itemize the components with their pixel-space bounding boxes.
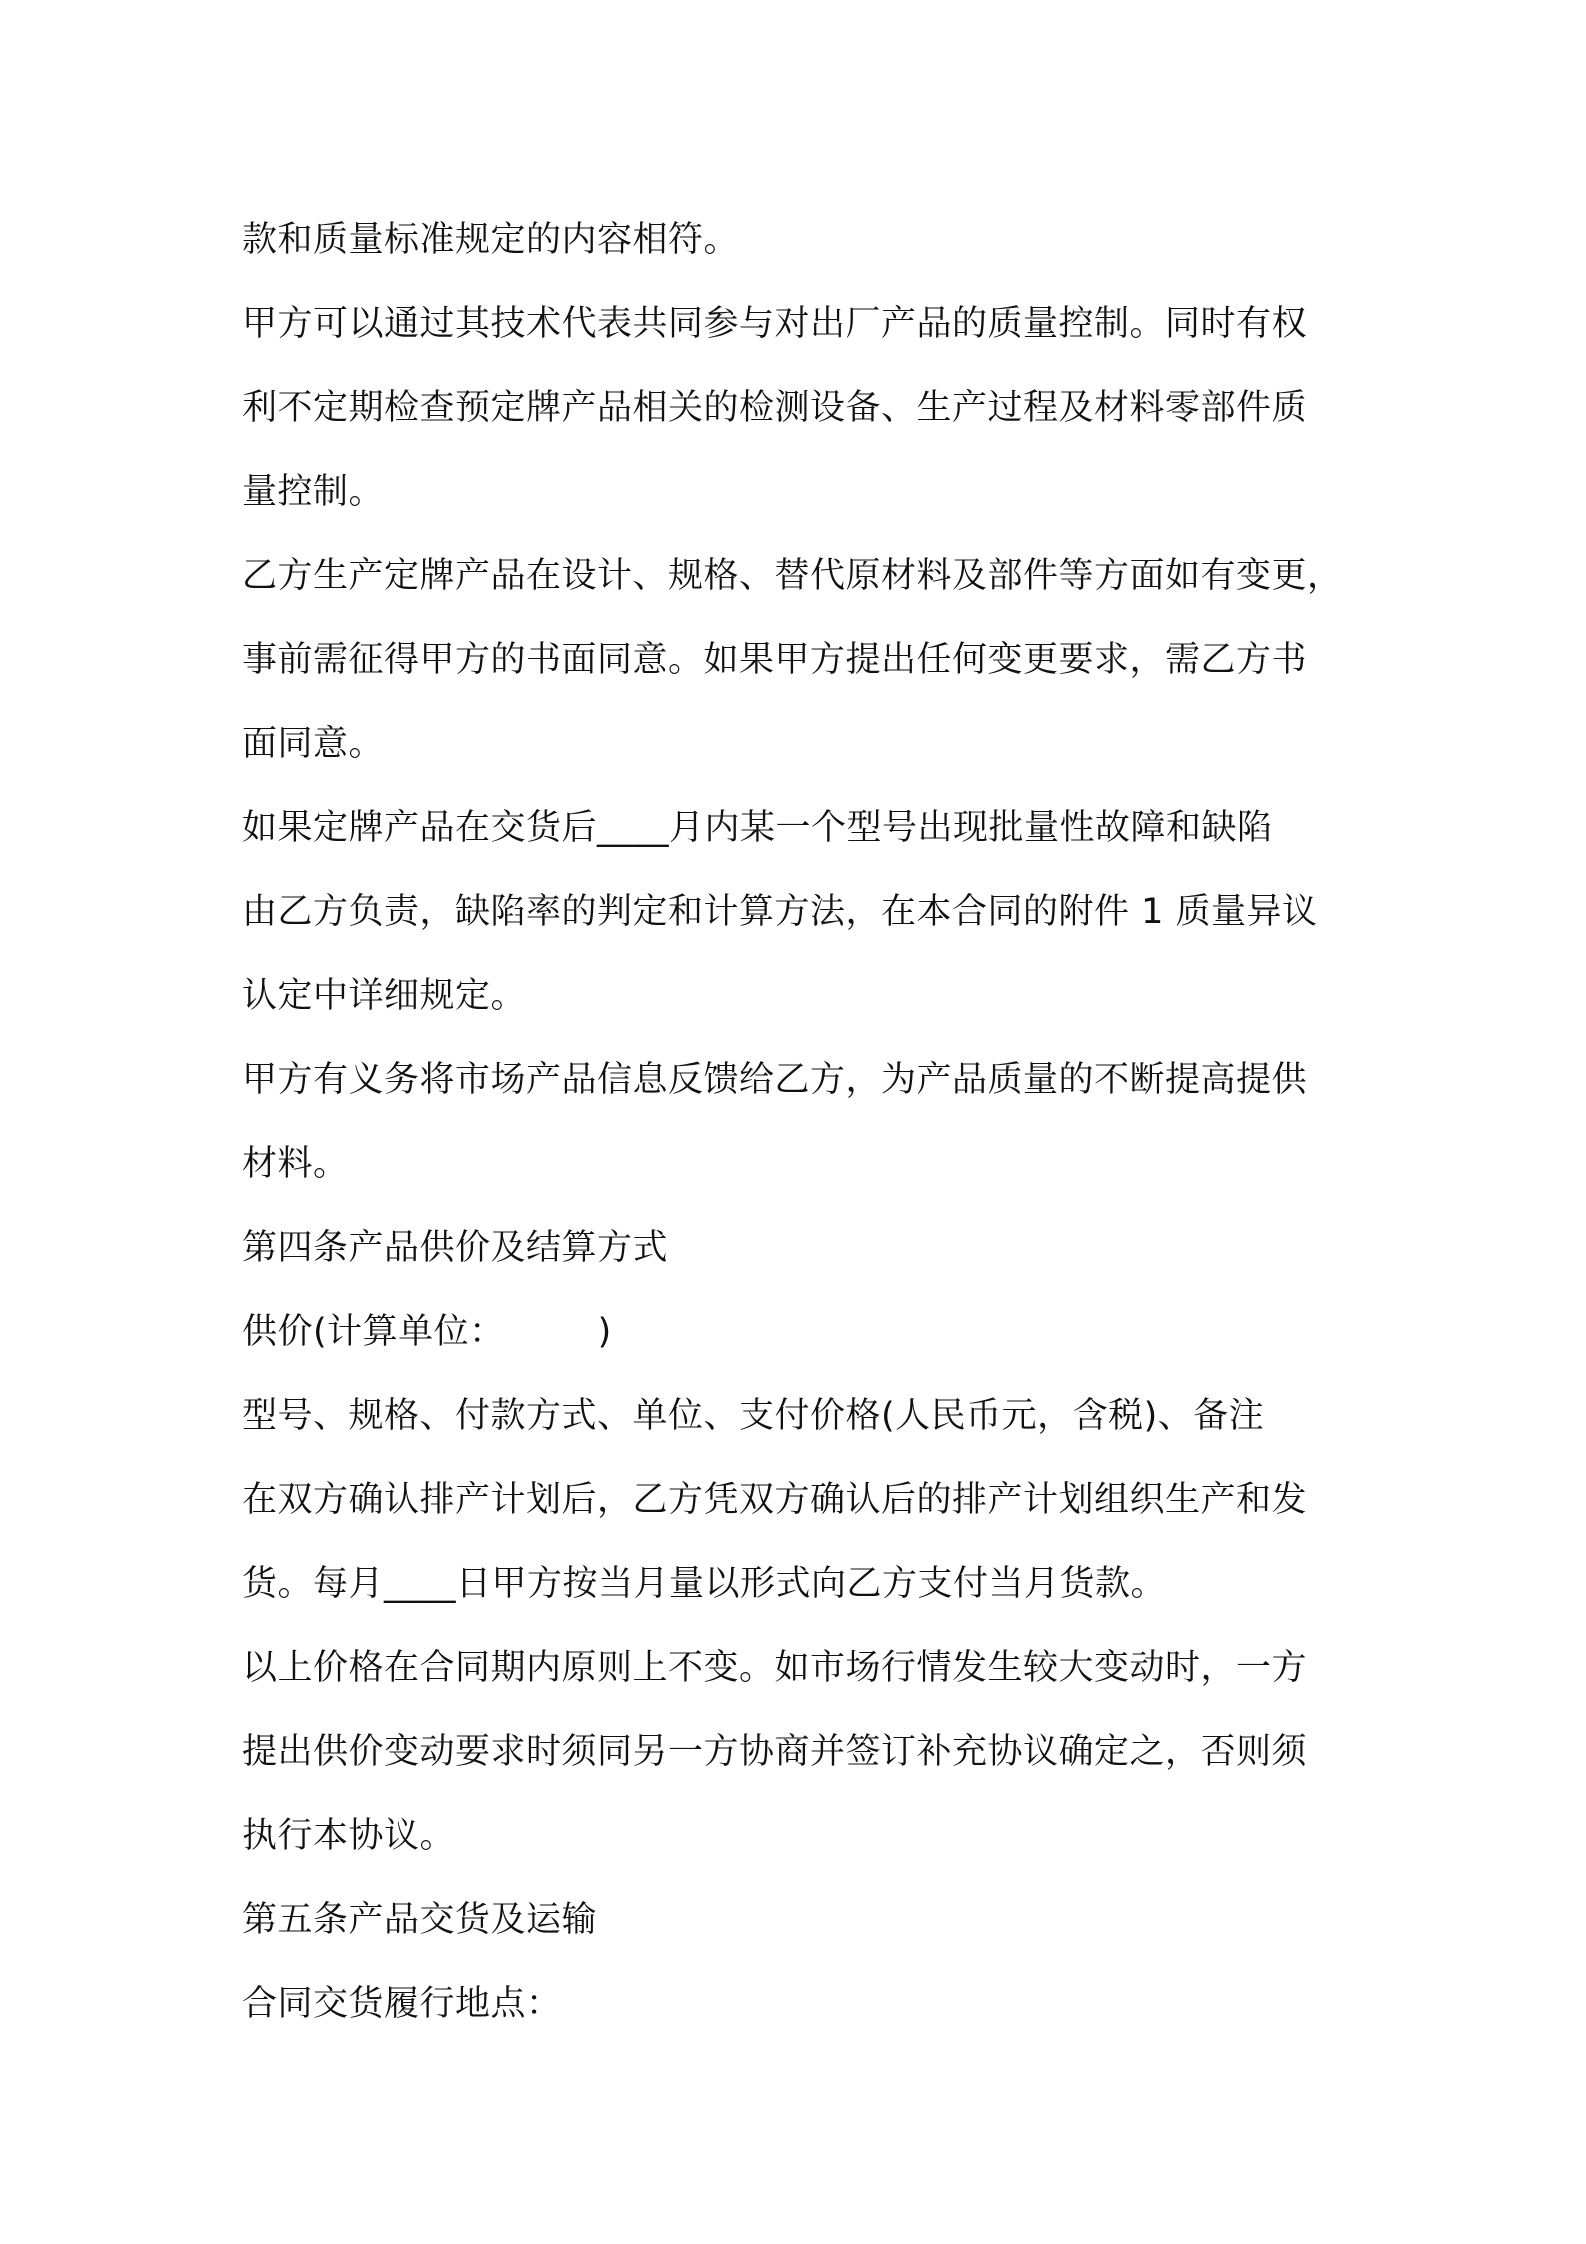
text-line: 认定中详细规定。	[242, 976, 527, 1016]
text-line: 甲方有义务将市场产品信息反馈给乙方，为产品质量的不断提高提供	[242, 1060, 1308, 1100]
document-body	[242, 198, 1362, 2046]
text-line: 甲方可以通过其技术代表共同参与对出厂产品的质量控制。同时有权	[242, 304, 1308, 344]
text-line: 量控制。	[242, 472, 385, 512]
text-line: 款和质量标准规定的内容相符。	[242, 220, 740, 260]
text-line: 材料。	[242, 1144, 349, 1184]
text-line: 提出供价变动要求时须同另一方协商并签订补充协议确定之，否则须	[242, 1732, 1308, 1772]
section-heading: 第四条产品供价及结算方式	[242, 1228, 669, 1268]
text-line: 由乙方负责，缺陷率的判定和计算方法，在本合同的附件 1 质量异议	[242, 892, 1318, 932]
text-line: 利不定期检查预定牌产品相关的检测设备、生产过程及材料零部件质	[242, 388, 1308, 428]
text-line: 执行本协议。	[242, 1816, 456, 1856]
text-line: 面同意。	[242, 724, 385, 764]
text-line: 供价(计算单位： )	[242, 1312, 612, 1352]
text-line: 如果定牌产品在交货后____月内某一个型号出现批量性故障和缺陷	[242, 808, 1273, 848]
text-line: 以上价格在合同期内原则上不变。如市场行情发生较大变动时，一方	[242, 1648, 1308, 1688]
text-line: 乙方生产定牌产品在设计、规格、替代原材料及部件等方面如有变更，	[242, 556, 1343, 596]
text-line: 合同交货履行地点：	[242, 1984, 562, 2024]
section-heading: 第五条产品交货及运输	[242, 1900, 598, 1940]
text-line: 在双方确认排产计划后，乙方凭双方确认后的排产计划组织生产和发	[242, 1480, 1308, 1520]
text-line: 事前需征得甲方的书面同意。如果甲方提出任何变更要求，需乙方书	[242, 640, 1308, 680]
text-line: 型号、规格、付款方式、单位、支付价格(人民币元，含税)、备注	[242, 1396, 1265, 1436]
text-line: 货。每月____日甲方按当月量以形式向乙方支付当月货款。	[242, 1564, 1167, 1604]
